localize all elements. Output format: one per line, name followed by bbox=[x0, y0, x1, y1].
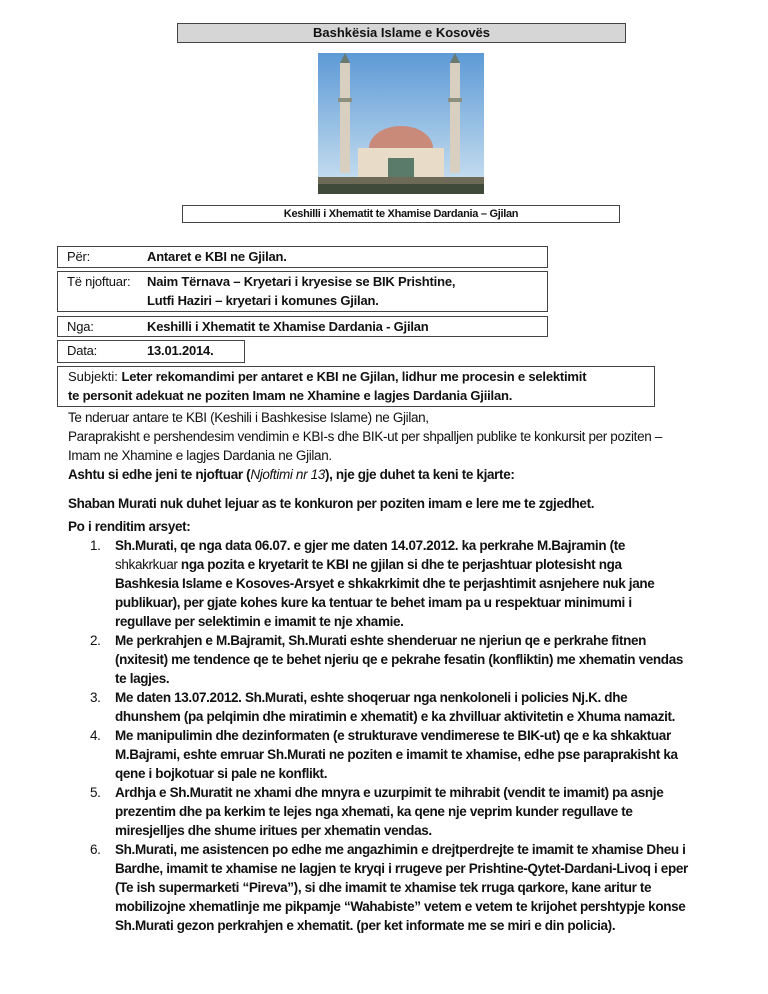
paragraph-1-line-1: Paraprakisht e pershendesim vendimin e KBI-s dhe BIK-ut per shpalljen publike te konkursit per poziten – bbox=[68, 429, 662, 444]
list-number: 3. bbox=[90, 690, 101, 705]
list-line: prezentim dhe pa kerkim te lejes nga xhemati, ka qene nje veprim kunder regullave te bbox=[115, 804, 633, 819]
paragraph-1-line-2: Imam ne Xhamine e lagjes Dardania ne Gjilan. bbox=[68, 448, 332, 463]
list-line: Me manipulimin dhe dezinformaten (e strukturave vendimerese te BIK-ut) qe e ka shkaktuar bbox=[115, 728, 671, 743]
list-line: Me perkrahjen e M.Bajramit, Sh.Murati eshte shenderuar ne njeriun qe e perkrahe fitnen bbox=[115, 633, 647, 648]
list-line: M.Bajrami, eshte emruar Sh.Murati ne poziten e imamit te xhamise, edhe pse paraprakisht ka bbox=[115, 747, 678, 762]
list-number: 5. bbox=[90, 785, 101, 800]
list-line: Sh.Murati gezon perkrahjen e xhematit. (per ket informate me se miri e din policia). bbox=[115, 918, 616, 933]
list-number: 4. bbox=[90, 728, 101, 743]
list-item-2 bbox=[90, 631, 758, 688]
letter-body bbox=[68, 408, 758, 935]
subject-line-1: Leter rekomandimi per antaret e KBI ne Gjilan, lidhur me procesin e selektimit bbox=[121, 369, 587, 384]
date-label: Data: bbox=[67, 343, 98, 358]
from-value: Keshilli i Xhematit te Xhamise Dardania - Gjilan bbox=[147, 319, 429, 334]
subject-field bbox=[57, 366, 655, 407]
mosque-photo bbox=[318, 53, 484, 194]
cc-line-1: Naim Tërnava – Kryetari i kryesise se BIK Prishtine, bbox=[147, 274, 456, 289]
list-item-5 bbox=[90, 783, 758, 840]
date-field bbox=[57, 340, 245, 363]
council-subheader: Keshilli i Xhematit te Xhamise Dardania – Gjilan bbox=[182, 205, 620, 223]
list-line-normal: shkakrkuar bbox=[115, 557, 178, 572]
paragraph-3: Shaban Murati nuk duhet lejuar as te konkuron per poziten imam e lere me te zgjedhet. bbox=[68, 496, 595, 511]
list-line: miresjelljes dhe shume iritues per xhematin vendas. bbox=[115, 823, 432, 838]
from-field bbox=[57, 316, 548, 337]
subject-label: Subjekti: bbox=[68, 369, 118, 384]
cc-field bbox=[57, 271, 548, 312]
recipient-field bbox=[57, 246, 548, 268]
list-line: Sh.Murati, me asistencen po edhe me angazhimin e drejtperdrejte te imamit te xhamise Dheu i bbox=[115, 842, 686, 857]
recipient-value: Antaret e KBI ne Gjilan. bbox=[147, 249, 287, 264]
paragraph-2 bbox=[68, 465, 758, 484]
cc-label: Të njoftuar: bbox=[67, 274, 131, 289]
list-number: 6. bbox=[90, 842, 101, 857]
list-line: (Te ish supermarketi “Pireva”), si dhe imamit te xhamise tek rruga qarkore, kane aritur te bbox=[115, 880, 652, 895]
list-line: mobilizojne xhematlinje me pikpamje “Wahabiste” vetem e vetem te krijohet pershtypje konse bbox=[115, 899, 686, 914]
list-line: qene i bojkotuar si pale ne konflikt. bbox=[115, 766, 328, 781]
paragraph-2-a: Ashtu si edhe jeni te njoftuar ( bbox=[68, 467, 251, 482]
list-line bbox=[115, 555, 758, 574]
subject-line-2: te personit adekuat ne poziten Imam ne Xhamine e lagjes Dardania Gjiilan. bbox=[68, 388, 513, 403]
list-line: Sh.Murati, qe nga data 06.07. e gjer me daten 14.07.2012. ka perkrahe M.Bajramin (te bbox=[115, 538, 626, 553]
list-line: (nxitesit) me tendence qe te behet njeriu qe e pekrahe fesatin (konfliktin) me xhematin vendas bbox=[115, 652, 684, 667]
list-number: 2. bbox=[90, 633, 101, 648]
list-item-3 bbox=[90, 688, 758, 726]
list-line-bold: nga pozita e kryetarit te KBI ne gjilan si dhe te perjashtuar plotesisht nga bbox=[177, 557, 622, 572]
organization-header: Bashkësia Islame e Kosovës bbox=[177, 23, 626, 43]
list-line: publikuar), per gjate kohes kure ka tentuar te behet imam pa u respektuar minimumi i bbox=[115, 595, 632, 610]
list-line: regullave per selektimin e imamit te nje xhamie. bbox=[115, 614, 404, 629]
notice-reference: Njoftimi nr 13 bbox=[250, 467, 325, 482]
date-value: 13.01.2014. bbox=[147, 343, 214, 358]
list-line: te lagjes. bbox=[115, 671, 170, 686]
paragraph-2-b: ), nje gje duhet ta keni te kjarte: bbox=[324, 467, 515, 482]
list-item-1 bbox=[90, 536, 758, 631]
from-label: Nga: bbox=[67, 319, 94, 334]
list-line: Bashkesia Islame e Kosoves-Arsyet e shkakrkimit dhe te perjashtimit asnjehere nuk jane bbox=[115, 576, 655, 591]
list-line: Me daten 13.07.2012. Sh.Murati, eshte shoqeruar nga nenkoloneli i policies Nj.K. dhe bbox=[115, 690, 628, 705]
list-item-4 bbox=[90, 726, 758, 783]
cc-line-2: Lutfi Haziri – kryetari i komunes Gjilan. bbox=[147, 293, 379, 308]
list-line: Bardhe, imamit te xhamise ne lagjen te kryqi i rrugeve per Prishtine-Qytet-Dardani-Livoq i eper bbox=[115, 861, 688, 876]
recipient-label: Për: bbox=[67, 249, 91, 264]
reasons-heading: Po i renditim arsyet: bbox=[68, 519, 191, 534]
list-item-6 bbox=[90, 840, 758, 935]
list-number: 1. bbox=[90, 538, 101, 553]
list-line: Ardhja e Sh.Muratit ne xhami dhe mnyra e uzurpimit te mihrabit (vendit te imamit) pa asnje bbox=[115, 785, 664, 800]
list-line: dhunshem (pa pelqimin dhe miratimin e xhematit) e ka zhvilluar aktivitetin e Xhuma namazit. bbox=[115, 709, 676, 724]
greeting: Te nderuar antare te KBI (Keshili i Bashkesise Islame) ne Gjilan, bbox=[68, 410, 429, 425]
